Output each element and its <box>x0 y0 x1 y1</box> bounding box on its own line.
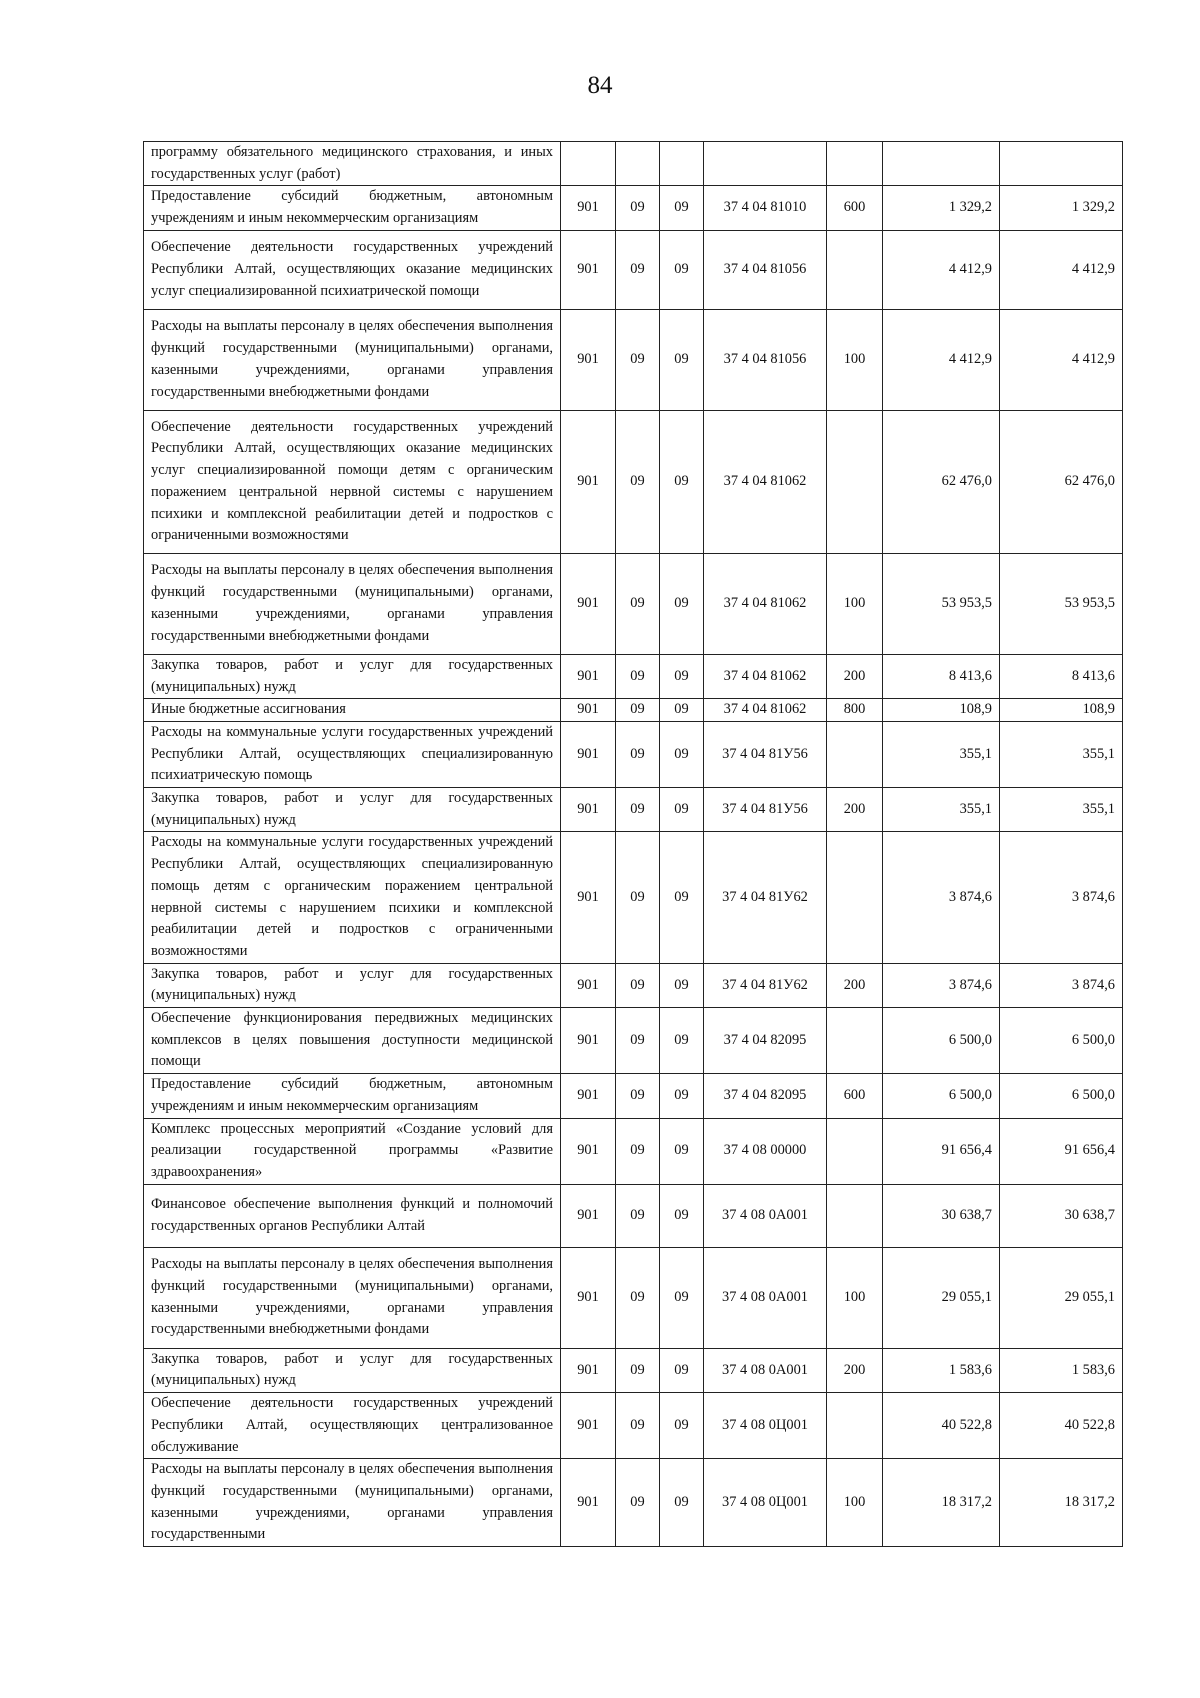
amount-year-1: 91 656,4 <box>883 1118 1000 1184</box>
subsection-code: 09 <box>660 654 704 698</box>
target-article-code: 37 4 04 81У62 <box>704 963 827 1007</box>
table-row <box>144 309 1123 410</box>
expense-type-code <box>827 832 883 963</box>
section-code: 09 <box>616 654 660 698</box>
target-article-code: 37 4 04 81У56 <box>704 721 827 787</box>
table-row <box>144 788 1123 832</box>
table-row <box>144 721 1123 787</box>
section-code <box>616 142 660 186</box>
target-article-code: 37 4 04 81062 <box>704 654 827 698</box>
expense-type-code: 200 <box>827 963 883 1007</box>
amount-year-1: 53 953,5 <box>883 553 1000 654</box>
amount-year-1: 355,1 <box>883 788 1000 832</box>
subsection-code: 09 <box>660 1247 704 1348</box>
table-row <box>144 553 1123 654</box>
admin-code: 901 <box>561 410 616 553</box>
section-code: 09 <box>616 1008 660 1074</box>
target-article-code: 37 4 04 81056 <box>704 309 827 410</box>
table-body <box>144 142 1123 1547</box>
subsection-code: 09 <box>660 230 704 309</box>
admin-code: 901 <box>561 788 616 832</box>
section-code: 09 <box>616 1118 660 1184</box>
amount-year-2: 3 874,6 <box>1000 963 1123 1007</box>
amount-year-2: 6 500,0 <box>1000 1008 1123 1074</box>
section-code: 09 <box>616 1393 660 1459</box>
section-code: 09 <box>616 410 660 553</box>
section-code: 09 <box>616 963 660 1007</box>
row-name: Расходы на выплаты персоналу в целях обеспечения выполнения функций государственными (муниципальными) органами, казенными учреждениями, органами управления государственными внебюджетными фондами <box>144 1247 561 1348</box>
section-code: 09 <box>616 230 660 309</box>
admin-code: 901 <box>561 832 616 963</box>
amount-year-1: 355,1 <box>883 721 1000 787</box>
expense-type-code <box>827 1118 883 1184</box>
admin-code: 901 <box>561 230 616 309</box>
target-article-code: 37 4 04 81062 <box>704 553 827 654</box>
row-name: Закупка товаров, работ и услуг для государственных (муниципальных) нужд <box>144 788 561 832</box>
page-number: 84 <box>587 72 613 99</box>
table-row <box>144 186 1123 230</box>
expense-type-code: 100 <box>827 1459 883 1547</box>
section-code: 09 <box>616 1348 660 1392</box>
table-row <box>144 1184 1123 1247</box>
admin-code: 901 <box>561 654 616 698</box>
subsection-code: 09 <box>660 1184 704 1247</box>
amount-year-2: 1 329,2 <box>1000 186 1123 230</box>
target-article-code: 37 4 08 00000 <box>704 1118 827 1184</box>
expense-type-code: 600 <box>827 1074 883 1118</box>
section-code: 09 <box>616 832 660 963</box>
row-name: Расходы на коммунальные услуги государственных учреждений Республики Алтай, осуществляющих специализированную помощь детям с органическим поражением центральной нервной системы с нарушением психики и комплексной реабилитации детей и подростков с ограниченными возможностями <box>144 832 561 963</box>
amount-year-2: 30 638,7 <box>1000 1184 1123 1247</box>
admin-code: 901 <box>561 699 616 722</box>
section-code: 09 <box>616 1184 660 1247</box>
amount-year-1: 1 583,6 <box>883 1348 1000 1392</box>
section-code: 09 <box>616 309 660 410</box>
section-code: 09 <box>616 721 660 787</box>
expense-type-code: 100 <box>827 553 883 654</box>
amount-year-2 <box>1000 142 1123 186</box>
expense-type-code: 200 <box>827 788 883 832</box>
amount-year-1: 6 500,0 <box>883 1008 1000 1074</box>
amount-year-1: 62 476,0 <box>883 410 1000 553</box>
subsection-code: 09 <box>660 963 704 1007</box>
budget-table <box>143 141 1123 1547</box>
target-article-code <box>704 142 827 186</box>
amount-year-2: 1 583,6 <box>1000 1348 1123 1392</box>
amount-year-1: 6 500,0 <box>883 1074 1000 1118</box>
target-article-code: 37 4 08 0А001 <box>704 1348 827 1392</box>
admin-code: 901 <box>561 1393 616 1459</box>
expense-type-code: 600 <box>827 186 883 230</box>
amount-year-1: 1 329,2 <box>883 186 1000 230</box>
amount-year-2: 355,1 <box>1000 788 1123 832</box>
target-article-code: 37 4 04 81У56 <box>704 788 827 832</box>
subsection-code: 09 <box>660 553 704 654</box>
admin-code: 901 <box>561 1074 616 1118</box>
target-article-code: 37 4 04 81062 <box>704 410 827 553</box>
table-row <box>144 1459 1123 1547</box>
amount-year-2: 4 412,9 <box>1000 230 1123 309</box>
target-article-code: 37 4 04 81У62 <box>704 832 827 963</box>
amount-year-2: 108,9 <box>1000 699 1123 722</box>
row-name: Расходы на коммунальные услуги государственных учреждений Республики Алтай, осуществляющих специализированную психиатрическую помощь <box>144 721 561 787</box>
amount-year-1: 4 412,9 <box>883 230 1000 309</box>
table-row <box>144 230 1123 309</box>
amount-year-2: 91 656,4 <box>1000 1118 1123 1184</box>
expense-type-code: 100 <box>827 1247 883 1348</box>
amount-year-1: 3 874,6 <box>883 963 1000 1007</box>
subsection-code: 09 <box>660 832 704 963</box>
subsection-code: 09 <box>660 1459 704 1547</box>
table-row <box>144 1348 1123 1392</box>
section-code: 09 <box>616 1074 660 1118</box>
expense-type-code: 200 <box>827 1348 883 1392</box>
section-code: 09 <box>616 788 660 832</box>
admin-code: 901 <box>561 963 616 1007</box>
admin-code: 901 <box>561 1348 616 1392</box>
target-article-code: 37 4 08 0Ц001 <box>704 1459 827 1547</box>
subsection-code: 09 <box>660 410 704 553</box>
row-name: Закупка товаров, работ и услуг для государственных (муниципальных) нужд <box>144 963 561 1007</box>
expense-type-code <box>827 1393 883 1459</box>
row-name: Предоставление субсидий бюджетным, автономным учреждениям и иным некоммерческим организациям <box>144 1074 561 1118</box>
row-name: Финансовое обеспечение выполнения функций и полномочий государственных органов Республики Алтай <box>144 1184 561 1247</box>
amount-year-2: 3 874,6 <box>1000 832 1123 963</box>
target-article-code: 37 4 04 82095 <box>704 1074 827 1118</box>
amount-year-1: 8 413,6 <box>883 654 1000 698</box>
subsection-code: 09 <box>660 1008 704 1074</box>
row-name: программу обязательного медицинского страхования, и иных государственных услуг (работ) <box>144 142 561 186</box>
amount-year-2: 62 476,0 <box>1000 410 1123 553</box>
amount-year-2: 6 500,0 <box>1000 1074 1123 1118</box>
table-row <box>144 410 1123 553</box>
expense-type-code <box>827 1008 883 1074</box>
table-row <box>144 699 1123 722</box>
row-name: Расходы на выплаты персоналу в целях обеспечения выполнения функций государственными (муниципальными) органами, казенными учреждениями, органами управления государственными внебюджетными фондами <box>144 309 561 410</box>
table-row <box>144 1247 1123 1348</box>
expense-type-code <box>827 142 883 186</box>
section-code: 09 <box>616 1459 660 1547</box>
subsection-code: 09 <box>660 721 704 787</box>
expense-type-code: 100 <box>827 309 883 410</box>
subsection-code: 09 <box>660 699 704 722</box>
table-row <box>144 1008 1123 1074</box>
amount-year-2: 8 413,6 <box>1000 654 1123 698</box>
row-name: Расходы на выплаты персоналу в целях обеспечения выполнения функций государственными (муниципальными) органами, казенными учреждениями, органами управления государственными <box>144 1459 561 1547</box>
amount-year-1: 3 874,6 <box>883 832 1000 963</box>
section-code: 09 <box>616 186 660 230</box>
row-name: Предоставление субсидий бюджетным, автономным учреждениям и иным некоммерческим организациям <box>144 186 561 230</box>
row-name: Обеспечение деятельности государственных учреждений Республики Алтай, осуществляющих оказание медицинских услуг специализированной психиатрической помощи <box>144 230 561 309</box>
row-name: Комплекс процессных мероприятий «Создание условий для реализации государственной программы «Развитие здравоохранения» <box>144 1118 561 1184</box>
target-article-code: 37 4 04 81010 <box>704 186 827 230</box>
subsection-code <box>660 142 704 186</box>
amount-year-1: 30 638,7 <box>883 1184 1000 1247</box>
table-row <box>144 654 1123 698</box>
subsection-code: 09 <box>660 1118 704 1184</box>
expense-type-code <box>827 230 883 309</box>
section-code: 09 <box>616 1247 660 1348</box>
admin-code <box>561 142 616 186</box>
row-name: Обеспечение деятельности государственных учреждений Республики Алтай, осуществляющих централизованное обслуживание <box>144 1393 561 1459</box>
expense-type-code: 200 <box>827 654 883 698</box>
row-name: Обеспечение деятельности государственных учреждений Республики Алтай, осуществляющих оказание медицинских услуг специализированной помощи детям с органическим поражением центральной нервной системы с нарушением психики и комплексной реабилитации детей и подростков с ограниченными возможностями <box>144 410 561 553</box>
admin-code: 901 <box>561 553 616 654</box>
subsection-code: 09 <box>660 1074 704 1118</box>
subsection-code: 09 <box>660 309 704 410</box>
amount-year-1: 108,9 <box>883 699 1000 722</box>
section-code: 09 <box>616 553 660 654</box>
admin-code: 901 <box>561 1118 616 1184</box>
subsection-code: 09 <box>660 788 704 832</box>
target-article-code: 37 4 04 81056 <box>704 230 827 309</box>
target-article-code: 37 4 08 0Ц001 <box>704 1393 827 1459</box>
admin-code: 901 <box>561 721 616 787</box>
amount-year-1: 29 055,1 <box>883 1247 1000 1348</box>
target-article-code: 37 4 08 0А001 <box>704 1184 827 1247</box>
amount-year-1: 18 317,2 <box>883 1459 1000 1547</box>
amount-year-2: 355,1 <box>1000 721 1123 787</box>
amount-year-1: 40 522,8 <box>883 1393 1000 1459</box>
table-row <box>144 1393 1123 1459</box>
subsection-code: 09 <box>660 186 704 230</box>
target-article-code: 37 4 04 81062 <box>704 699 827 722</box>
target-article-code: 37 4 04 82095 <box>704 1008 827 1074</box>
amount-year-2: 4 412,9 <box>1000 309 1123 410</box>
amount-year-2: 53 953,5 <box>1000 553 1123 654</box>
admin-code: 901 <box>561 1459 616 1547</box>
expense-type-code: 800 <box>827 699 883 722</box>
amount-year-1 <box>883 142 1000 186</box>
amount-year-1: 4 412,9 <box>883 309 1000 410</box>
row-name: Иные бюджетные ассигнования <box>144 699 561 722</box>
admin-code: 901 <box>561 186 616 230</box>
subsection-code: 09 <box>660 1348 704 1392</box>
expense-type-code <box>827 410 883 553</box>
amount-year-2: 29 055,1 <box>1000 1247 1123 1348</box>
target-article-code: 37 4 08 0А001 <box>704 1247 827 1348</box>
expense-type-code <box>827 721 883 787</box>
table-row <box>144 1118 1123 1184</box>
amount-year-2: 18 317,2 <box>1000 1459 1123 1547</box>
row-name: Расходы на выплаты персоналу в целях обеспечения выполнения функций государственными (муниципальными) органами, казенными учреждениями, органами управления государственными внебюджетными фондами <box>144 553 561 654</box>
subsection-code: 09 <box>660 1393 704 1459</box>
table-row <box>144 832 1123 963</box>
table-row <box>144 142 1123 186</box>
admin-code: 901 <box>561 1008 616 1074</box>
table-row <box>144 1074 1123 1118</box>
admin-code: 901 <box>561 1184 616 1247</box>
admin-code: 901 <box>561 1247 616 1348</box>
table-row <box>144 963 1123 1007</box>
section-code: 09 <box>616 699 660 722</box>
amount-year-2: 40 522,8 <box>1000 1393 1123 1459</box>
expense-type-code <box>827 1184 883 1247</box>
row-name: Закупка товаров, работ и услуг для государственных (муниципальных) нужд <box>144 654 561 698</box>
row-name: Закупка товаров, работ и услуг для государственных (муниципальных) нужд <box>144 1348 561 1392</box>
admin-code: 901 <box>561 309 616 410</box>
row-name: Обеспечение функционирования передвижных медицинских комплексов в целях повышения доступности медицинской помощи <box>144 1008 561 1074</box>
